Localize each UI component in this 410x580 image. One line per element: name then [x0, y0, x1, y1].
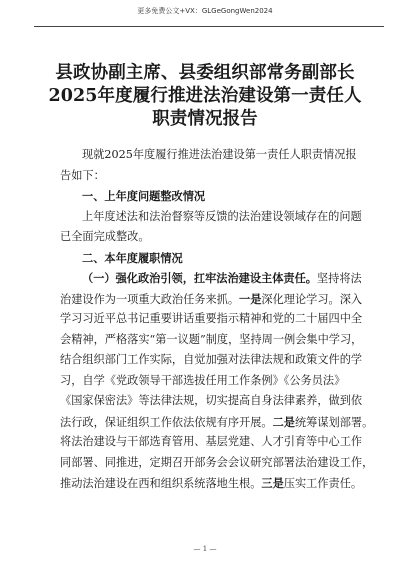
paragraph-line: 会精神，严格落实“第一议题”制度，坚持周一例会集中学习，	[60, 332, 363, 346]
subsection-heading: （一）强化政治引领，扛牢法治建设主体责任。	[82, 271, 317, 285]
paragraph-line: 学习习近平总书记重要讲话重要指示精神和党的二十届四中全	[60, 312, 363, 325]
inline-text: 压实工作责任。	[283, 477, 363, 490]
paragraph-line	[60, 268, 370, 289]
paragraph-line: 上年度述法和法治督察等反馈的法治建设领域存在的问题	[82, 209, 362, 223]
header-rule	[34, 26, 384, 27]
title-line: 县政协副主席、县委组织部常务副部长	[55, 63, 355, 83]
document-body	[60, 145, 374, 494]
ordinal-marker: 一是	[239, 291, 262, 306]
paragraph-line: 现就2025年度履行推进法治建设第一责任人职责情况报	[82, 148, 357, 161]
title-line: 职责情况报告	[152, 109, 258, 129]
paragraph-line: 将法治建设与干部选育管用、基层党建、人才引育等中心工作	[60, 435, 363, 448]
paragraph-line: 同部署、同推进，定期召开部务会会议研究部署法治建设工作，	[60, 455, 374, 469]
ordinal-marker: 三是	[261, 476, 284, 490]
ordinal-marker: 二是	[272, 414, 295, 429]
page-number: — 1 —	[193, 545, 217, 553]
header-banner: 更多免费公文+VX：GLGeGongWen2024	[137, 7, 273, 15]
paragraph-line	[60, 412, 374, 433]
title-line: 2025年度履行推进法治建设第一责任人	[48, 86, 362, 106]
paragraph-line: 告如下：	[60, 168, 105, 182]
paragraph-line: 结合组织部门工作实际，自觉加强对法律法规和政策文件的学	[60, 353, 363, 366]
paragraph-line: 习，自学《党政领导干部选拔任用工作条例》《公务员法》	[60, 373, 346, 387]
paragraph-line	[60, 473, 370, 494]
inline-text: 统筹谋划部署。	[294, 415, 374, 429]
paragraph-line: 已全面完成整改。	[60, 230, 150, 243]
paragraph-line: 《国家保密法》等法律法规，切实提高自身法律素养，做到依	[60, 394, 363, 407]
section-heading: 一、上年度问题整改情况	[82, 189, 206, 203]
paragraph-line	[60, 289, 370, 310]
document-title	[30, 62, 380, 131]
section-heading: 二、本年度履职情况	[82, 250, 183, 265]
inline-text: 治建设作为一项重大政治任务来抓。	[60, 292, 240, 306]
inline-text: 推动法治建设在西和组织系统落地生根。	[60, 477, 262, 490]
inline-text: 坚持将法	[316, 272, 362, 285]
inline-text: 法行政，保证组织工作依法依规有序开展。	[60, 415, 273, 429]
inline-text: 深化理论学习。深入	[261, 292, 363, 306]
